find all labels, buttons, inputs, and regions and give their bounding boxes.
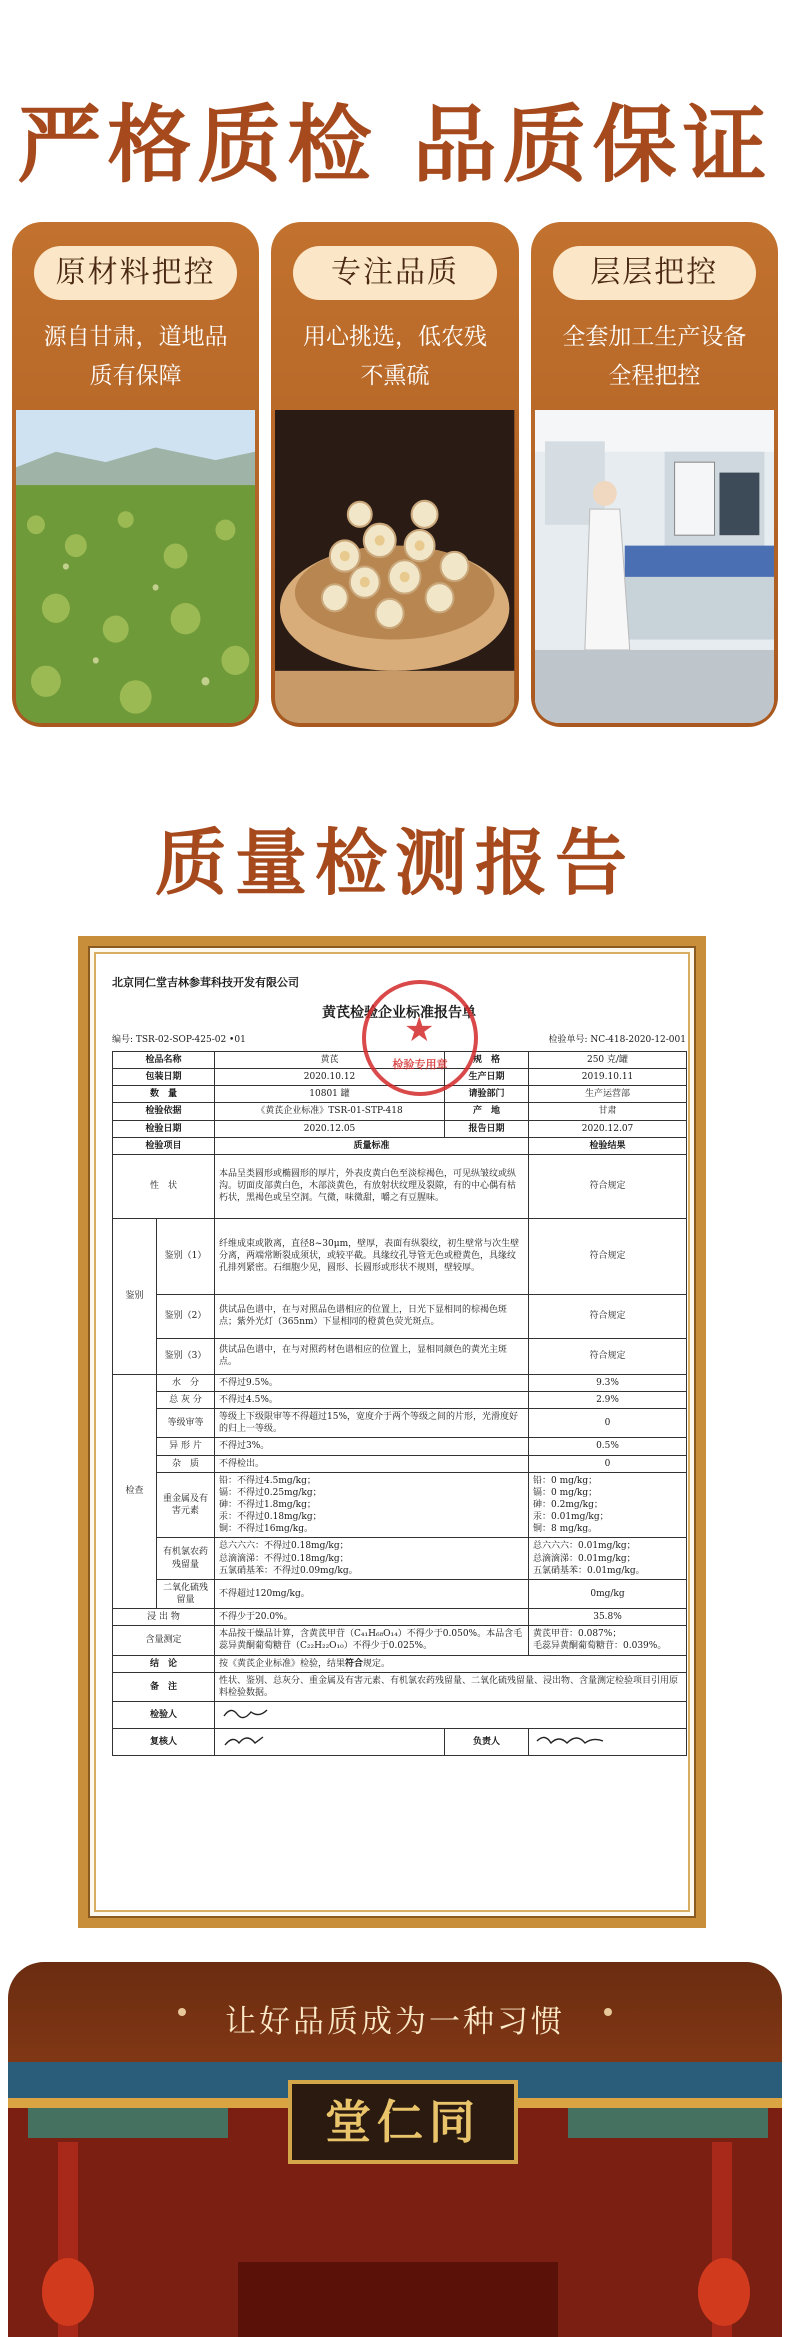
item-name: 鉴别（2） — [157, 1294, 215, 1338]
info-value: 生产运营部 — [529, 1086, 687, 1103]
inspection-seal — [362, 980, 478, 1096]
card-desc-line: 全程把控 — [608, 363, 701, 389]
item-result: 0.5% — [529, 1438, 687, 1455]
item-standard: 等级上下级限审等不得超过15%，宽度介于两个等级之间的片形，光滑度好的归上一等级。 — [215, 1409, 529, 1438]
report-company: 北京同仁堂吉林参茸科技开发有限公司 — [112, 976, 299, 989]
card-desc-line: 源自甘肃，道地品 — [43, 324, 228, 350]
item-name: 水 分 — [157, 1374, 215, 1391]
table-row — [113, 1609, 687, 1626]
info-label: 产 地 — [445, 1103, 529, 1120]
table-row — [113, 1729, 687, 1756]
card-description — [271, 318, 518, 396]
conclusion-suffix: 规定。 — [363, 1658, 391, 1669]
item-result: 0 — [529, 1409, 687, 1438]
manager-label: 负责人 — [445, 1729, 529, 1756]
table-row — [113, 1154, 687, 1218]
table-row — [113, 1672, 687, 1701]
item-name: 异 形 片 — [157, 1438, 215, 1455]
brand-banner — [8, 1962, 782, 2337]
item-result: 符合规定 — [529, 1154, 687, 1218]
item-name: 鉴别（1） — [157, 1218, 215, 1294]
card-title: 原材料把控 — [34, 246, 237, 300]
table-row — [113, 1701, 687, 1728]
card-desc-line: 不熏硫 — [360, 363, 430, 389]
item-standard: 供试品色谱中，在与对照药材色谱相应的位置上，显相同颜色的黄光主斑点。 — [215, 1338, 529, 1374]
feature-card-layer-control — [531, 222, 778, 727]
feature-cards — [12, 222, 778, 727]
item-standard: 铅：不得过4.5mg/kg； 镉：不得过0.25mg/kg； 砷：不得过1.8mg/kg； 汞：不得过0.18mg/kg； 铜：不得过16mg/kg。 — [215, 1472, 529, 1538]
item-result: 35.8% — [529, 1609, 687, 1626]
tongrentang-plaque: 堂仁同 — [288, 2080, 518, 2164]
info-value: 《黄芪企业标准》TSR-01-STP-418 — [215, 1103, 445, 1120]
table-row — [113, 1103, 687, 1120]
card-description — [531, 318, 778, 396]
info-label: 报告日期 — [445, 1120, 529, 1137]
item-standard: 不得过3%。 — [215, 1438, 529, 1455]
item-standard: 本品呈类圆形或椭圆形的厚片，外表皮黄白色至淡棕褐色，可见纵皱纹或纵沟。切面皮部黄白色，木部淡黄色，有放射状纹理及裂隙，有的中心偶有枯朽状，黑褐色或呈空洞。气微，味微甜，嚼之有豆腥味。 — [215, 1154, 529, 1218]
remarks-label: 备 注 — [113, 1672, 215, 1701]
item-standard: 不得检出。 — [215, 1455, 529, 1472]
card-description — [12, 318, 259, 396]
info-label: 数 量 — [113, 1086, 215, 1103]
item-result: 9.3% — [529, 1374, 687, 1391]
item-result: 总六六六：0.01mg/kg； 总滴滴涕：0.01mg/kg； 五氯硝基苯：0.01mg/kg。 — [529, 1538, 687, 1579]
item-result: 符合规定 — [529, 1218, 687, 1294]
item-standard: 不得过9.5%。 — [215, 1374, 529, 1391]
item-name: 等级审等 — [157, 1409, 215, 1438]
item-standard: 本品按干燥品计算，含黄芪甲苷（C₄₁H₆₈O₁₄）不得少于0.050%。本品含毛蕊异黄酮葡萄糖苷（C₂₂H₂₂O₁₀）不得少于0.025%。 — [215, 1626, 529, 1655]
info-value: 甘肃 — [529, 1103, 687, 1120]
info-value: 2020.12.05 — [215, 1120, 445, 1137]
item-result: 2.9% — [529, 1391, 687, 1408]
table-row — [113, 1472, 687, 1538]
item-name: 有机氯农药残留量 — [157, 1538, 215, 1579]
astragalus-bowl-photo — [275, 410, 514, 723]
reviewer-label: 复核人 — [113, 1729, 215, 1756]
info-label: 检验依据 — [113, 1103, 215, 1120]
table-row — [113, 1626, 687, 1655]
headline-quality-check: 严格质检 品质保证 — [17, 96, 773, 194]
item-standard: 纤维成束或散离，直径8~30μm，壁厚，表面有纵裂纹，初生壁常与次生壁分离，两端常断裂成须状，或较平截。具缘纹孔导管无色或橙黄色，具缘纹孔排列紧密。石细胞少见，圆形、长圆形或形状不规则，壁较厚。 — [215, 1218, 529, 1294]
laboratory-photo — [535, 410, 774, 723]
report-code-right: 检验单号: NC-418-2020-12-001 — [548, 1035, 686, 1045]
card-desc-line: 质有保障 — [89, 363, 182, 389]
info-label: 检品名称 — [113, 1052, 215, 1069]
report-certificate-frame — [78, 936, 706, 1928]
remarks-text: 性状、鉴别、总灰分、重金属及有害元素、有机氯农药残留量、二氧化硫残留量、浸出物、含量测定检验项目引用原料检验数据。 — [215, 1672, 687, 1701]
info-value: 250 克/罐 — [529, 1052, 687, 1069]
feature-card-focus-quality — [271, 222, 518, 727]
conclusion-text — [215, 1655, 687, 1672]
info-value: 黄芪 — [215, 1052, 445, 1069]
conclusion-label: 结 论 — [113, 1655, 215, 1672]
card-title: 专注品质 — [293, 246, 496, 300]
report-table — [112, 1051, 687, 1756]
seal-star-icon: ★ — [404, 1010, 435, 1050]
conclusion-prefix: 按《黄芪企业标准》检验，结果 — [219, 1658, 346, 1669]
item-name: 浸 出 物 — [113, 1609, 215, 1626]
reviewer-signature — [215, 1729, 445, 1756]
report-title: 黄芪检验企业标准报告单 — [322, 1005, 476, 1021]
group-label: 检查 — [113, 1374, 157, 1608]
item-name: 总 灰 分 — [157, 1391, 215, 1408]
item-standard: 不得过4.5%。 — [215, 1391, 529, 1408]
table-header-row — [113, 1137, 687, 1154]
item-standard: 总六六六：不得过0.18mg/kg； 总滴滴涕：不得过0.18mg/kg； 五氯硝基苯：不得过0.09mg/kg。 — [215, 1538, 529, 1579]
item-name: 性 状 — [113, 1154, 215, 1218]
item-name: 二氧化硫残留量 — [157, 1579, 215, 1608]
info-value: 2019.10.11 — [529, 1069, 687, 1086]
table-row — [113, 1294, 687, 1338]
table-row — [113, 1438, 687, 1455]
item-result: 铅：0 mg/kg； 镉：0 mg/kg； 砷：0.2mg/kg； 汞：0.01mg/kg； 铜：8 mg/kg。 — [529, 1472, 687, 1538]
table-row — [113, 1655, 687, 1672]
item-result: 黄芪甲苷：0.087%； 毛蕊异黄酮葡萄糖苷：0.039%。 — [529, 1626, 687, 1655]
headline-inspection-report: 质量检测报告 — [154, 821, 635, 905]
manager-signature — [529, 1729, 687, 1756]
item-result: 0 — [529, 1455, 687, 1472]
info-value: 2020.10.12 — [215, 1069, 445, 1086]
item-name: 重金属及有害元素 — [157, 1472, 215, 1538]
item-result: 0mg/kg — [529, 1579, 687, 1608]
item-name: 杂 质 — [157, 1455, 215, 1472]
info-label: 包装日期 — [113, 1069, 215, 1086]
farm-field-photo — [16, 410, 255, 723]
inspector-label: 检验人 — [113, 1701, 215, 1728]
inspection-report — [112, 974, 686, 1756]
table-row — [113, 1338, 687, 1374]
item-result: 符合规定 — [529, 1294, 687, 1338]
table-row — [113, 1120, 687, 1137]
item-result: 符合规定 — [529, 1338, 687, 1374]
info-label: 规 格 — [445, 1052, 529, 1069]
report-code-left: 编号: TSR-02-SOP-425-02 •01 — [112, 1035, 246, 1045]
conclusion-verdict: 符合 — [345, 1658, 364, 1669]
table-row — [113, 1391, 687, 1408]
item-standard: 不得超过120mg/kg。 — [215, 1579, 529, 1608]
table-row — [113, 1455, 687, 1472]
column-header: 质量标准 — [215, 1137, 529, 1154]
item-name: 含量测定 — [113, 1626, 215, 1655]
card-title: 层层把控 — [553, 246, 756, 300]
info-label: 请验部门 — [445, 1086, 529, 1103]
feature-card-raw-material — [12, 222, 259, 727]
info-label: 生产日期 — [445, 1069, 529, 1086]
info-value: 10801 罐 — [215, 1086, 445, 1103]
table-row — [113, 1538, 687, 1579]
column-header: 检验结果 — [529, 1137, 687, 1154]
column-header: 检验项目 — [113, 1137, 215, 1154]
decor-dot — [604, 2008, 612, 2016]
inspector-signature — [215, 1701, 687, 1728]
card-desc-line: 用心挑选，低农残 — [302, 324, 487, 350]
table-row — [113, 1218, 687, 1294]
item-standard: 供试品色谱中，在与对照品色谱相应的位置上，日光下显相同的棕褐色斑点；紫外光灯（365nm）下显相同的橙黄色荧光斑点。 — [215, 1294, 529, 1338]
table-row — [113, 1579, 687, 1608]
item-standard: 不得少于20.0%。 — [215, 1609, 529, 1626]
banner-slogan: 让好品质成为一种习惯 — [225, 2004, 565, 2040]
table-row — [113, 1409, 687, 1438]
group-label: 鉴别 — [113, 1218, 157, 1374]
item-name: 鉴别（3） — [157, 1338, 215, 1374]
table-row — [113, 1374, 687, 1391]
card-desc-line: 全套加工生产设备 — [562, 324, 747, 350]
info-label: 检验日期 — [113, 1120, 215, 1137]
seal-text: 检验专用章 — [392, 1058, 448, 1071]
report-paper — [94, 952, 690, 1912]
info-value: 2020.12.07 — [529, 1120, 687, 1137]
